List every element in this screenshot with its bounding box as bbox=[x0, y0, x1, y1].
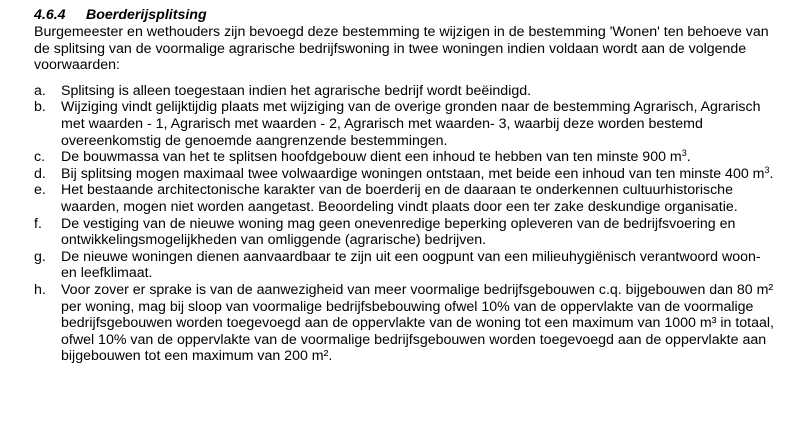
condition-item-c bbox=[34, 149, 802, 166]
item-text: Voor zover er sprake is van de aanwezigheid van meer voormalige bedrijfsgebouwen c.q. bijgebouwen dan 80 m² per woning, mag bij sloop van voormalige bedrijfsbebouwing ofwel 10% van de oppervlakte van de voormalige bedrijfsgebouwen worden toegevoegd aan de oppervlakte van de woning tot een maximum van 1000 m³ in totaal, ofwel 10% van de oppervlakte van de voormalige bedrijfsgebouwen worden toegevoegd aan de oppervlakte aan bijgebouwen tot een maximum van 200 m². bbox=[61, 281, 774, 365]
item-marker: c. bbox=[34, 149, 46, 166]
item-text: Wijziging vindt gelijktijdig plaats met wijziging van de overige gronden naar de bestemming Agrarisch, Agrarisch met waarden - 1, Agrarisch met waarden - 2, Agrarisch met waarden- 3, waarbij deze worden bestemd overeenkomstig de genoemde aangrenzende bestemmingen. bbox=[61, 99, 761, 149]
section-number: 4.6.4 bbox=[34, 7, 66, 23]
section-heading bbox=[34, 6, 802, 24]
item-marker: d. bbox=[34, 165, 46, 182]
section-title: Boerderijsplitsing bbox=[86, 7, 207, 23]
item-marker: h. bbox=[34, 281, 46, 298]
intro-paragraph: Burgemeester en wethouders zijn bevoegd deze bestemming te wijzigen in de bestemming 'Wonen' ten behoeve van de splitsing van de voormalige agrarische bedrijfswoning in twee woningen indien voldaan wordt aan de volgende voorwaarden: bbox=[34, 24, 769, 74]
item-text: Bij splitsing mogen maximaal twee volwaardige woningen ontstaan, met beide een inhoud van ten minste 400 $m^3$. bbox=[61, 164, 774, 182]
item-text: Het bestaande architectonische karakter van de boerderij en de daaraan te onderkennen cultuurhistorische waarden, mogen niet worden aangetast. Beoordeling vindt plaats door een ter zake deskundige organisatie. bbox=[61, 182, 738, 215]
condition-item-h bbox=[34, 282, 802, 365]
condition-item-g bbox=[34, 249, 802, 282]
item-text: De bouwmassa van het te splitsen hoofdgebouw dient een inhoud te hebben van ten minste 900 $m^3$. bbox=[61, 148, 691, 166]
condition-item-e bbox=[34, 182, 802, 215]
item-marker: b. bbox=[34, 99, 46, 116]
conditions-list bbox=[34, 83, 802, 365]
condition-item-f bbox=[34, 216, 802, 249]
item-marker: f. bbox=[34, 215, 42, 232]
item-text: De vestiging van de nieuwe woning mag geen onevenredige beperking opleveren van de bedrijfsvoering en ontwikkelingsmogelijkheden van omliggende (agrarische) bedrijven. bbox=[61, 215, 736, 249]
superscript: 3 bbox=[764, 164, 770, 175]
item-marker: e. bbox=[34, 182, 46, 199]
condition-item-b bbox=[34, 99, 802, 149]
item-marker: g. bbox=[34, 248, 46, 265]
condition-item-a bbox=[34, 83, 802, 100]
superscript: 3 bbox=[681, 148, 687, 159]
item-marker: a. bbox=[34, 82, 46, 99]
condition-item-d bbox=[34, 166, 802, 183]
item-text: De nieuwe woningen dienen aanvaardbaar te zijn uit een oogpunt van een milieuhygiënisch verantwoord woon- en leefklimaat. bbox=[61, 248, 761, 282]
item-text: Splitsing is alleen toegestaan indien het agrarische bedrijf wordt beëindigd. bbox=[61, 82, 532, 99]
